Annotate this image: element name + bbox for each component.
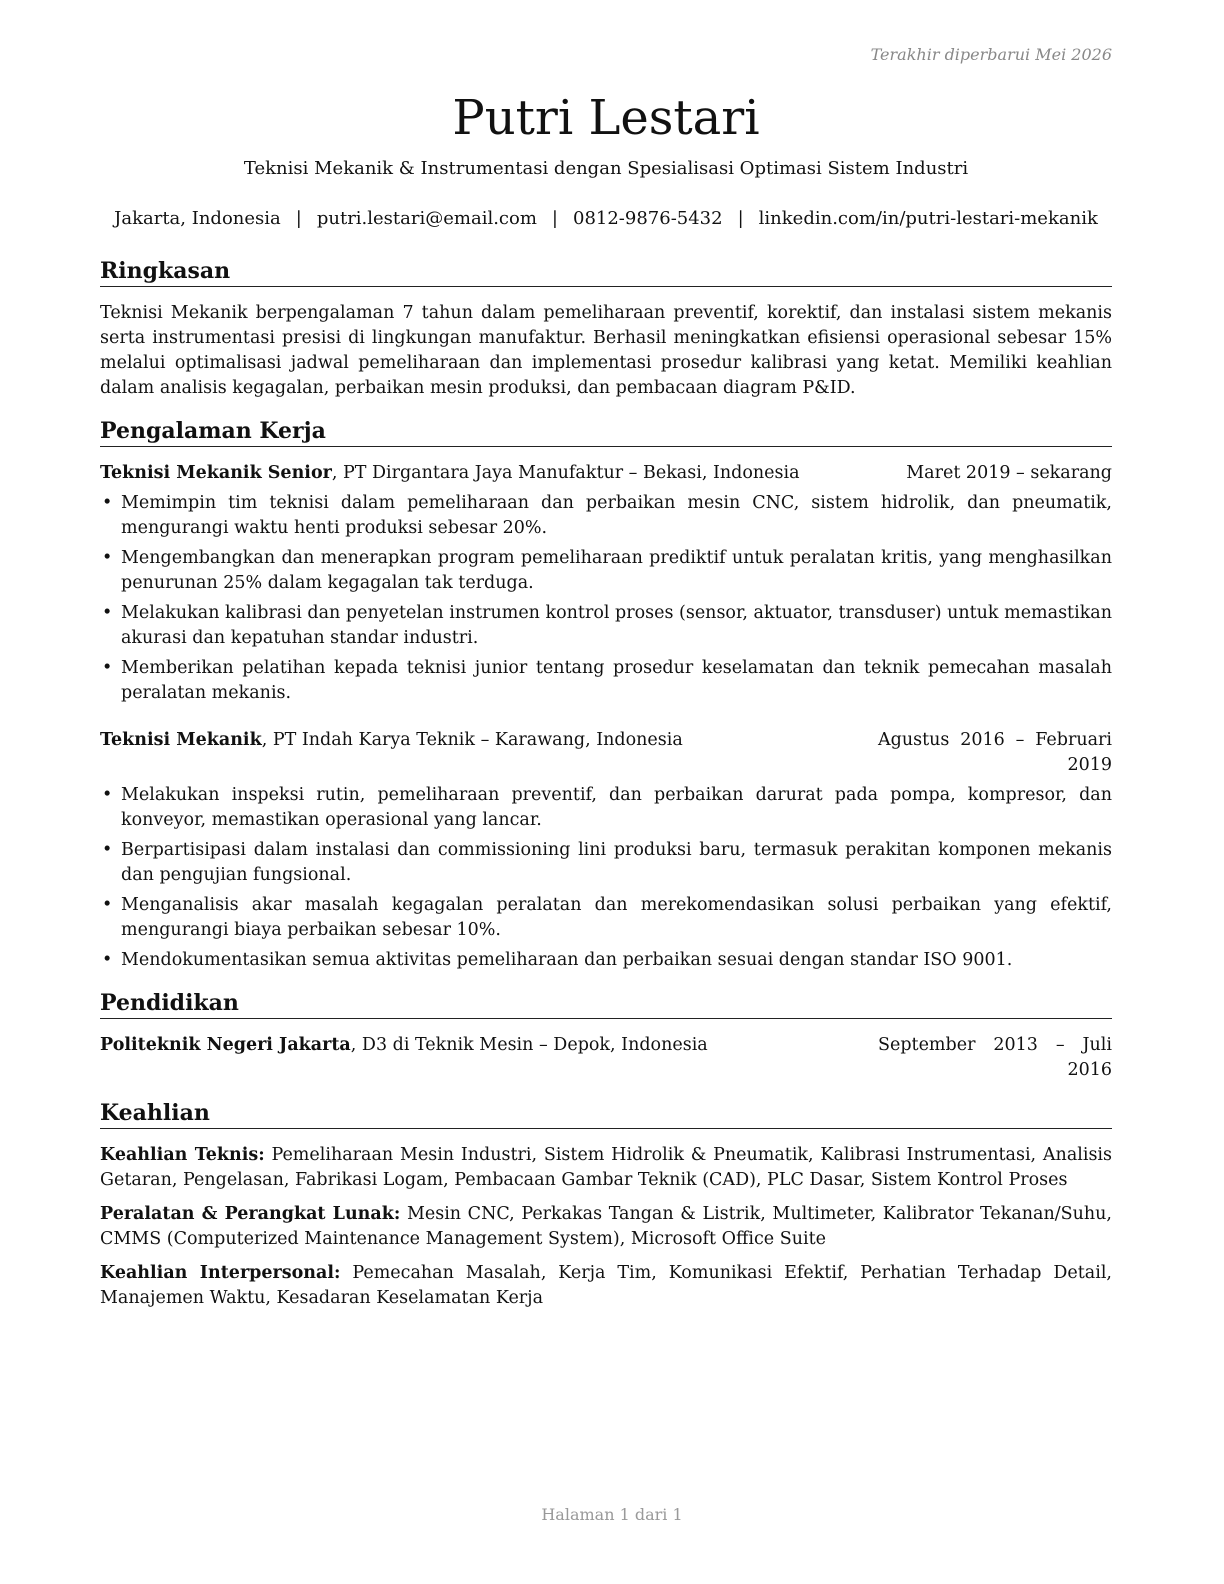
skill-group xyxy=(100,1261,1112,1311)
education-school: Politeknik Negeri Jakarta xyxy=(100,1035,351,1055)
job-bullet: • Mengembangkan dan menerapkan program pemeliharaan prediktif untuk peralatan kritis, yang menghasilkan penurunan 25% dalam kegagalan tak terduga. xyxy=(100,546,1112,596)
section-title-education: Pendidikan xyxy=(100,989,1112,1019)
contact-line xyxy=(100,206,1112,232)
job-bullet: • Menganalisis akar masalah kegagalan peralatan dan merekomendasikan solusi perbaikan yang efektif, mengurangi biaya perbaikan sebesar 10%. xyxy=(100,893,1112,943)
section-title-summary: Ringkasan xyxy=(100,257,1112,287)
contact-location: Jakarta, Indonesia xyxy=(114,208,281,229)
job-bullets xyxy=(100,783,1112,973)
job-dates: Maret 2019 – sekarang xyxy=(906,463,1112,483)
education-dates: September 2013 – Juli 2016 xyxy=(878,1035,1112,1080)
job-company-location: , PT Dirgantara Jaya Manufaktur – Bekasi, Indonesia xyxy=(331,463,800,483)
job-bullet: • Melakukan inspeksi rutin, pemeliharaan preventif, dan perbaikan darurat pada pompa, kompresor, dan konveyor, memastikan operasional yang lancar. xyxy=(100,783,1112,833)
education-header xyxy=(100,1033,1112,1083)
skill-group-label: Keahlian Teknis: xyxy=(100,1145,265,1165)
job-role: Teknisi Mekanik xyxy=(100,730,262,750)
skill-group-label: Peralatan & Perangkat Lunak: xyxy=(100,1204,401,1224)
contact-linkedin[interactable]: linkedin.com/in/putri-lestari-mekanik xyxy=(758,208,1098,229)
skill-group xyxy=(100,1202,1112,1252)
job-dates: Agustus 2016 – Februari 2019 xyxy=(878,730,1112,775)
job-company-location: , PT Indah Karya Teknik – Karawang, Indonesia xyxy=(261,730,683,750)
job-header xyxy=(100,461,1112,486)
education-degree-location: , D3 di Teknik Mesin – Depok, Indonesia xyxy=(350,1035,708,1055)
skill-group-text: Mesin CNC, Perkakas Tangan & Listrik, Multimeter, Kalibrator Tekanan/Suhu, CMMS (Computerized Maintenance Management System), Microsoft Office Suite xyxy=(100,1204,1112,1249)
job-title-line xyxy=(100,461,906,486)
candidate-name: Putri Lestari xyxy=(452,90,760,146)
job-bullet: • Memimpin tim teknisi dalam pemeliharaan dan perbaikan mesin CNC, sistem hidrolik, dan pneumatik, mengurangi waktu henti produksi sebesar 20%. xyxy=(100,491,1112,541)
section-title-skills: Keahlian xyxy=(100,1099,1112,1129)
contact-separator: | xyxy=(551,208,558,229)
skill-group xyxy=(100,1143,1112,1193)
skill-group-text: Pemeliharaan Mesin Industri, Sistem Hidrolik & Pneumatik, Kalibrasi Instrumentasi, Analisis Getaran, Pengelasan, Fabrikasi Logam, Pembacaan Gambar Teknik (CAD), PLC Dasar, Sistem Kontrol Proses xyxy=(100,1145,1113,1190)
section-title-experience: Pengalaman Kerja xyxy=(100,417,1112,447)
job-bullet: • Memberikan pelatihan kepada teknisi junior tentang prosedur keselamatan dan teknik pemecahan masalah peralatan mekanis. xyxy=(100,656,1112,706)
job-bullet: • Mendokumentasikan semua aktivitas pemeliharaan dan perbaikan sesuai dengan standar ISO 9001. xyxy=(100,948,1112,973)
contact-separator: | xyxy=(295,208,302,229)
page-number: Halaman 1 dari 1 xyxy=(541,1505,683,1524)
contact-phone: 0812-9876-5432 xyxy=(573,208,723,229)
contact-separator: | xyxy=(737,208,744,229)
candidate-tagline: Teknisi Mekanik & Instrumentasi dengan Spesialisasi Optimasi Sistem Industri xyxy=(243,158,969,179)
job-title-line xyxy=(100,728,878,753)
job-bullet: • Berpartisipasi dalam instalasi dan commissioning lini produksi baru, termasuk perakitan komponen mekanis dan pengujian fungsional. xyxy=(100,838,1112,888)
education-line xyxy=(100,1033,878,1058)
summary-text: Teknisi Mekanik berpengalaman 7 tahun dalam pemeliharaan preventif, korektif, dan instalasi sistem mekanis serta instrumentasi presisi di lingkungan manufaktur. Berhasil meningkatkan efisiensi operasional sebesar 15% melalui optimalisasi jadwal pemeliharaan dan implementasi prosedur kalibrasi yang ketat. Memiliki keahlian dalam analisis kegagalan, perbaikan mesin produksi, dan pembacaan diagram P&ID. xyxy=(100,303,1112,398)
skill-group-label: Keahlian Interpersonal: xyxy=(100,1263,341,1283)
last-updated-note: Terakhir diperbarui Mei 2026 xyxy=(870,45,1112,64)
job-header xyxy=(100,728,1112,778)
contact-email[interactable]: putri.lestari@email.com xyxy=(316,208,537,229)
skill-group-text: Pemecahan Masalah, Kerja Tim, Komunikasi Efektif, Perhatian Terhadap Detail, Manajemen Waktu, Kesadaran Keselamatan Kerja xyxy=(100,1263,1112,1308)
job-role: Teknisi Mekanik Senior xyxy=(100,463,332,483)
job-bullet: • Melakukan kalibrasi dan penyetelan instrumen kontrol proses (sensor, aktuator, transduser) untuk memastikan akurasi dan kepatuhan standar industri. xyxy=(100,601,1112,651)
job-bullets xyxy=(100,491,1112,706)
